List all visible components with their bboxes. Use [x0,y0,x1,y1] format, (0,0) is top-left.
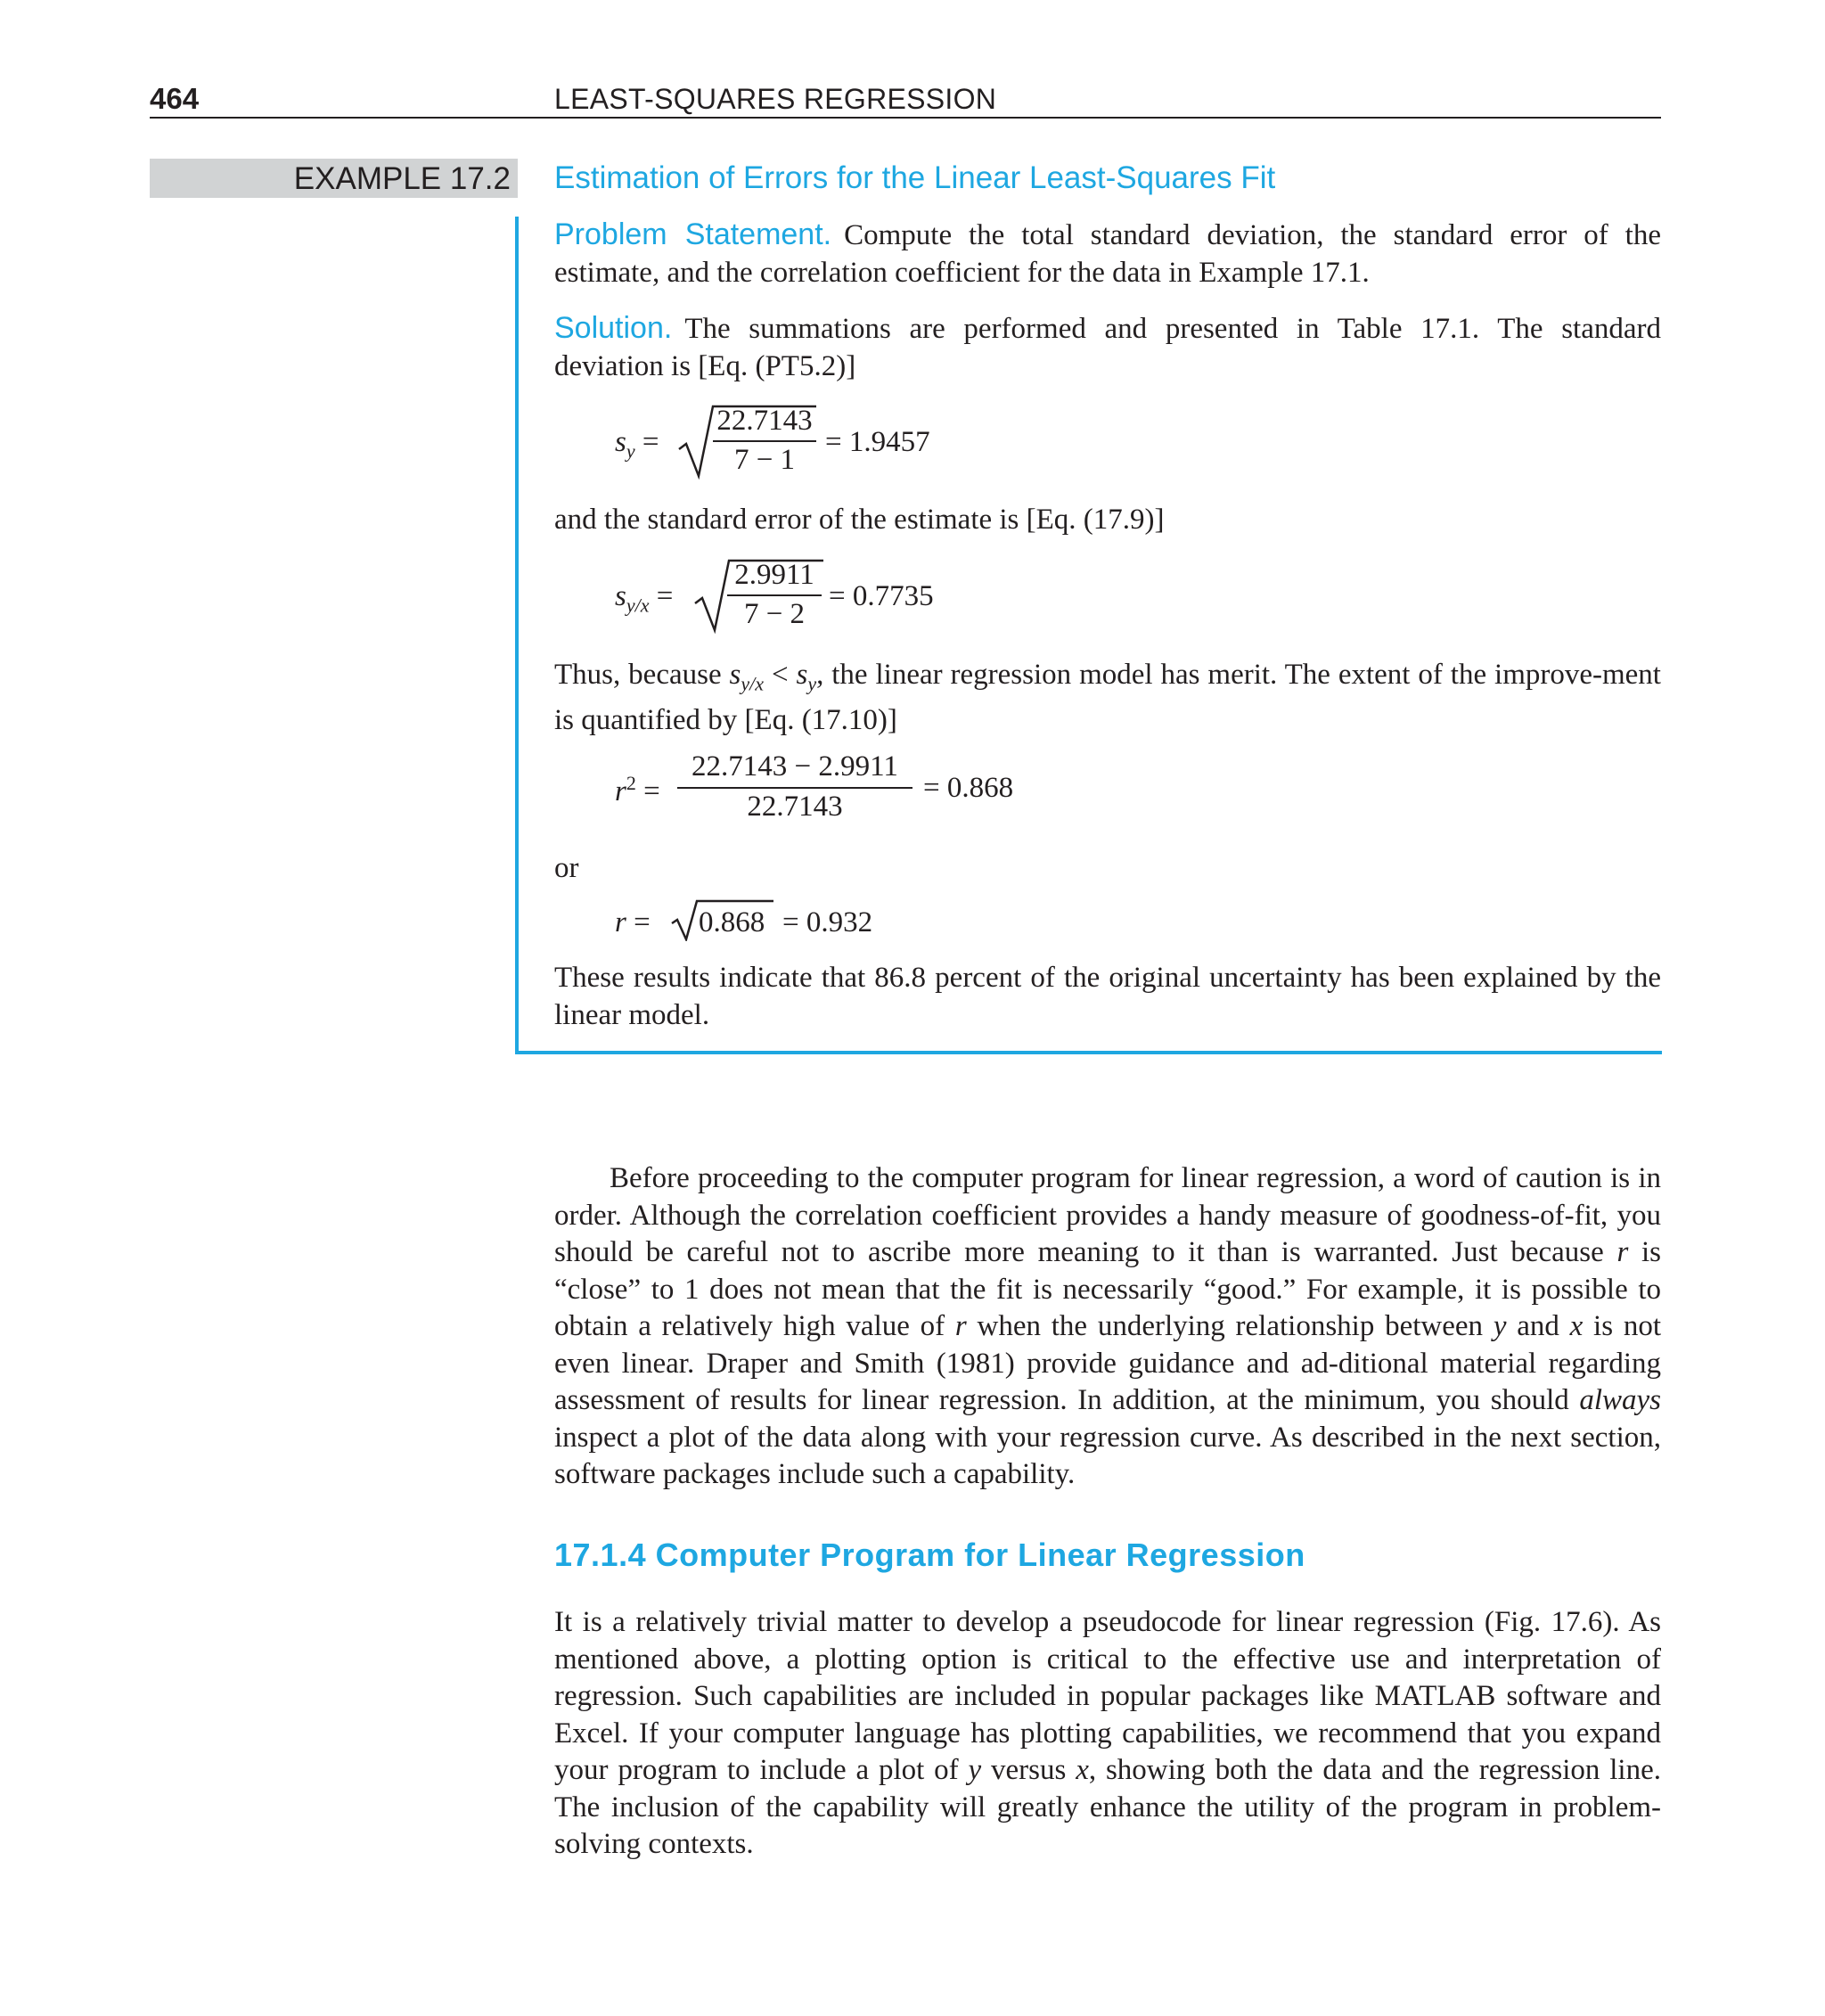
eq2-result: = 0.7735 [829,580,934,612]
solution-paragraph [554,310,1661,385]
page-number: 464 [150,82,200,115]
eq4-result: = 0.932 [782,906,873,938]
example-label: EXAMPLE 17.2 [293,161,511,196]
text-results-indicate: These results indicate that 86.8 percent of the original uncertainty has been explained by the linear model. [554,962,1661,1031]
body-paragraph-computer-program: It is a relatively trivial matter to develop a pseudocode for linear regression (Fig. 17.6). As mentioned above, a plotting option is critical to the effective use and interpretation of regression. Such capabilities are included in popular packages like MATLAB software and Excel. If your computer language has plotting capabilities, we recommend that you expand your program to include a plot of y versus x, showing both the data and the regression line. The inclusion of the capability will greatly enhance the utility of the program in problem-solving contexts. [554,1606,1661,1860]
text-or: or [554,852,579,884]
eq1-fraction-bar [713,440,816,442]
text-thus-because: Thus, because $s_{y/x} < s_y$, the linear regression model has merit. The extent of the improve-ment is quantified by [Eq. (17.10)] [554,659,1661,737]
example-bottom-rule [515,1051,1662,1054]
solution-lead: Solution. [554,311,673,345]
example-title: Estimation of Errors for the Linear Least-Squares Fit [554,160,1276,195]
eq3-fraction [677,750,912,824]
eq2-lhs: $s_{y/x}$ = [615,580,674,617]
eq2-numerator: 2.9911 [734,559,814,591]
eq1-lhs: $s_y$ = [615,426,659,463]
eq2-fraction [727,559,822,631]
eq3-result: = 0.868 [923,772,1014,804]
problem-statement [554,217,1661,291]
section-heading: 17.1.4 Computer Program for Linear Regression [554,1537,1305,1573]
header-rule [150,117,1661,119]
eq1-fraction [713,405,816,477]
eq3-numerator: 22.7143 − 2.9911 [692,750,898,783]
problem-statement-text: Compute the total standard deviation, the standard error of the estimate, and the correlation coefficient for the data in Example 17.1. [554,219,1661,289]
solution-text: The summations are performed and presented in Table 17.1. The standard deviation is [Eq. (PT5.2)] [554,313,1661,382]
eq1-denominator: 7 − 1 [733,444,796,476]
text-standard-error-intro: and the standard error of the estimate is [Eq. (17.9)] [554,504,1165,536]
eq3-fraction-bar [677,787,912,789]
eq4-lhs: r = [615,906,651,938]
eq2-fraction-bar [727,594,822,596]
example-left-rule [515,217,519,1054]
eq2-denominator: 7 − 2 [743,598,806,630]
eq3-lhs: $r^2$ = [615,772,660,807]
eq3-denominator: 22.7143 [747,791,843,823]
running-head-title: LEAST-SQUARES REGRESSION [554,83,997,115]
problem-statement-lead: Problem Statement. [554,217,832,251]
eq4-radicand: 0.868 [699,906,765,938]
eq1-result: = 1.9457 [825,426,930,458]
eq1-numerator: 22.7143 [716,405,813,437]
body-paragraph-caution: Before proceeding to the computer program for linear regression, a word of caution is in order. Although the correlation coefficient provides a handy measure of goodness-of-fit, you should be careful not to ascribe more meaning to it than is warranted. Just because r is “close” to 1 does not mean that the fit is necessarily “good.” For example, it is possible to obtain a relatively high value of r when the underlying relationship between y and x is not even linear. Draper and Smith (1981) provide guidance and ad-ditional material regarding assessment of results for linear regression. In addition, at the minimum, you should always inspect a plot of the data along with your regression curve. As described in the next section, software packages include such a capability. [554,1162,1661,1490]
